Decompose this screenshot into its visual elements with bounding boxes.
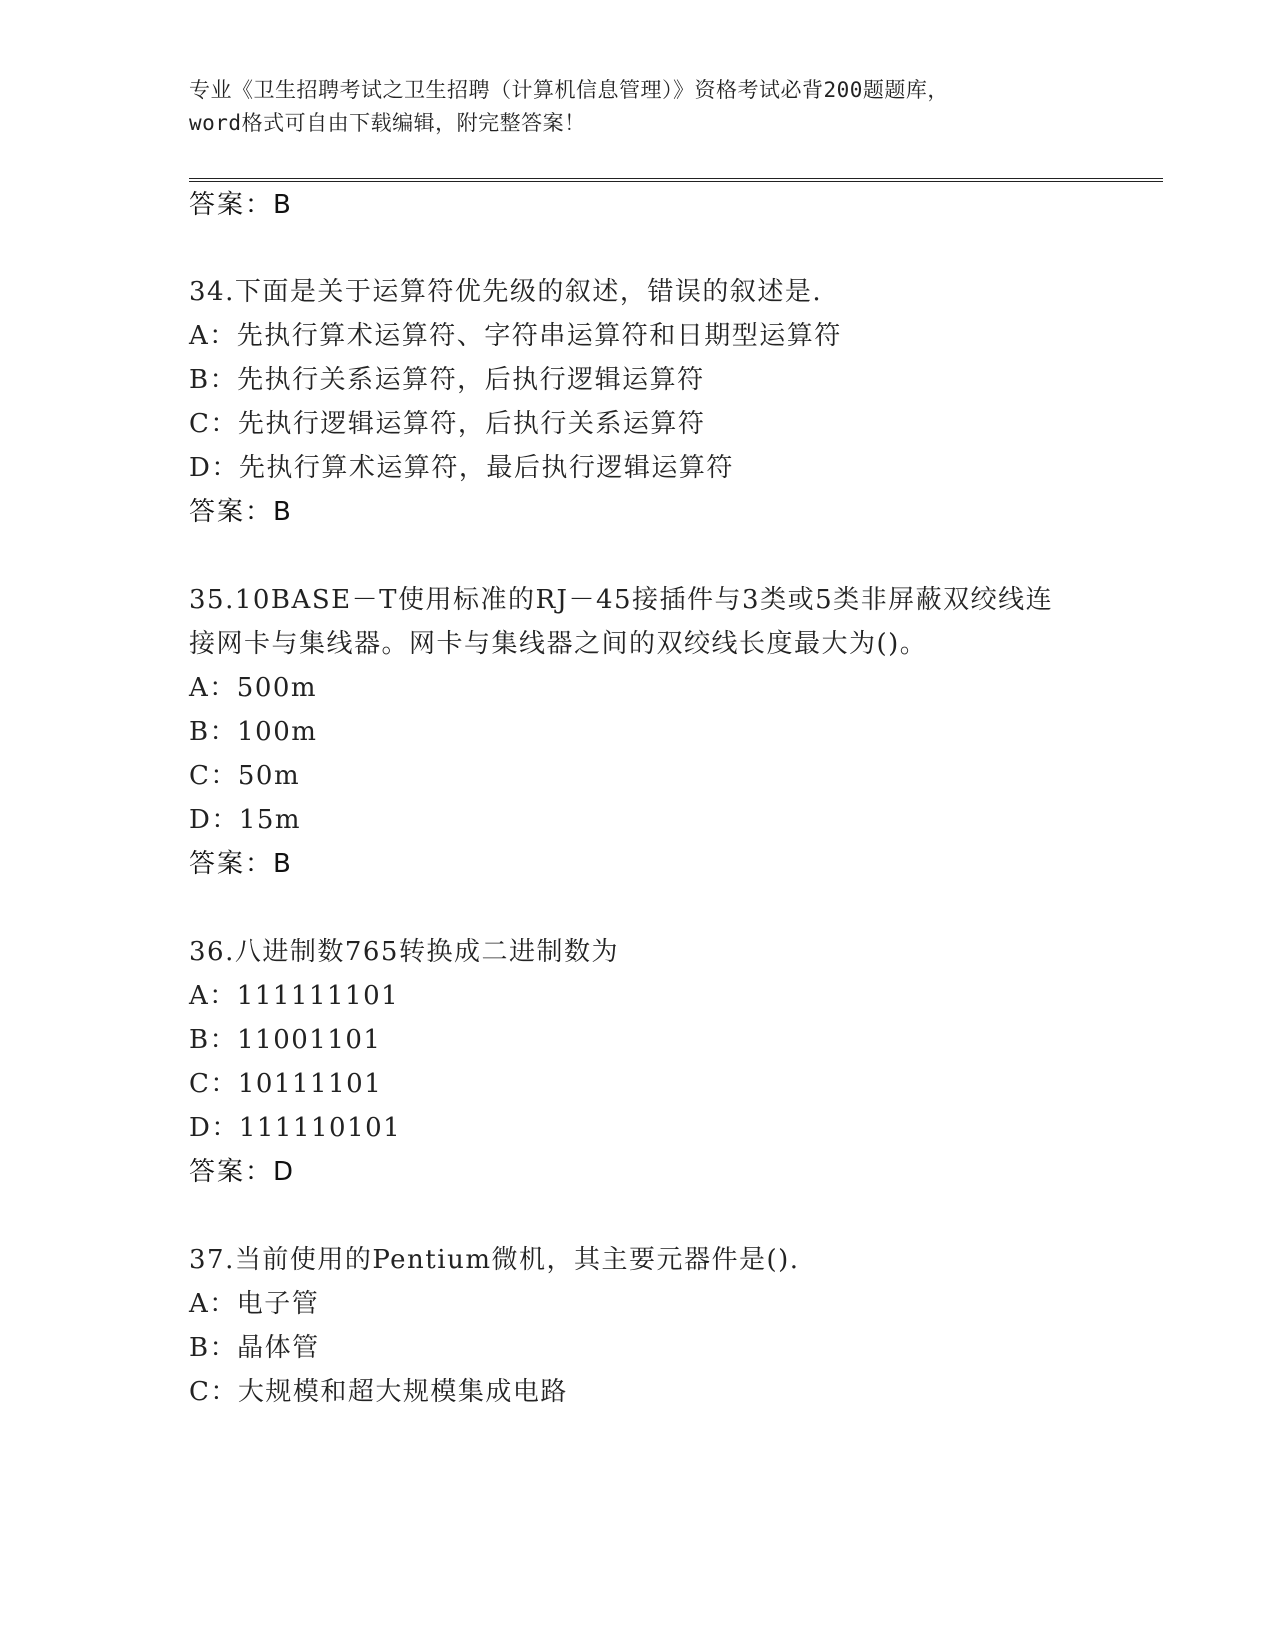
question-stem-line-1: 35.10BASE－T使用标准的RJ－45接插件与3类或5类非屏蔽双绞线连 — [189, 585, 1054, 615]
answer-line: 答案：B — [189, 497, 293, 527]
answer-line: 答案：B — [189, 849, 293, 879]
question-stem: 36.八进制数765转换成二进制数为 — [189, 937, 619, 967]
option-b: B：晶体管 — [189, 1333, 320, 1363]
question-stem: 34.下面是关于运算符优先级的叙述，错误的叙述是. — [189, 277, 823, 307]
option-b: B：100m — [189, 717, 318, 747]
question-stem: 37.当前使用的Pentium微机，其主要元器件是(). — [189, 1245, 800, 1275]
option-c: C：50m — [189, 761, 301, 791]
header-divider — [189, 178, 1163, 182]
option-c: C：大规模和超大规模集成电路 — [189, 1377, 568, 1407]
option-a: A：111111101 — [189, 981, 400, 1011]
option-d: D：111110101 — [189, 1113, 402, 1143]
option-b: B：11001101 — [189, 1025, 382, 1055]
option-d: D：先执行算术运算符，最后执行逻辑运算符 — [189, 453, 734, 483]
header-title-line-2: word格式可自由下载编辑，附完整答案！ — [189, 111, 586, 135]
document-header — [189, 74, 1089, 140]
answer-line: 答案：B — [189, 190, 293, 220]
option-a: A：500m — [189, 673, 318, 703]
option-c: C：10111101 — [189, 1069, 383, 1099]
option-a: A：先执行算术运算符、字符串运算符和日期型运算符 — [189, 321, 842, 351]
answer-line: 答案：D — [189, 1157, 296, 1187]
header-title-line-1: 专业《卫生招聘考试之卫生招聘（计算机信息管理）》资格考试必背200题题库， — [189, 78, 949, 102]
option-d: D：15m — [189, 805, 302, 835]
option-a: A：电子管 — [189, 1289, 320, 1319]
option-c: C：先执行逻辑运算符，后执行关系运算符 — [189, 409, 706, 439]
question-stem-line-2: 接网卡与集线器。网卡与集线器之间的双绞线长度最大为()。 — [189, 629, 928, 659]
option-b: B：先执行关系运算符，后执行逻辑运算符 — [189, 365, 705, 395]
